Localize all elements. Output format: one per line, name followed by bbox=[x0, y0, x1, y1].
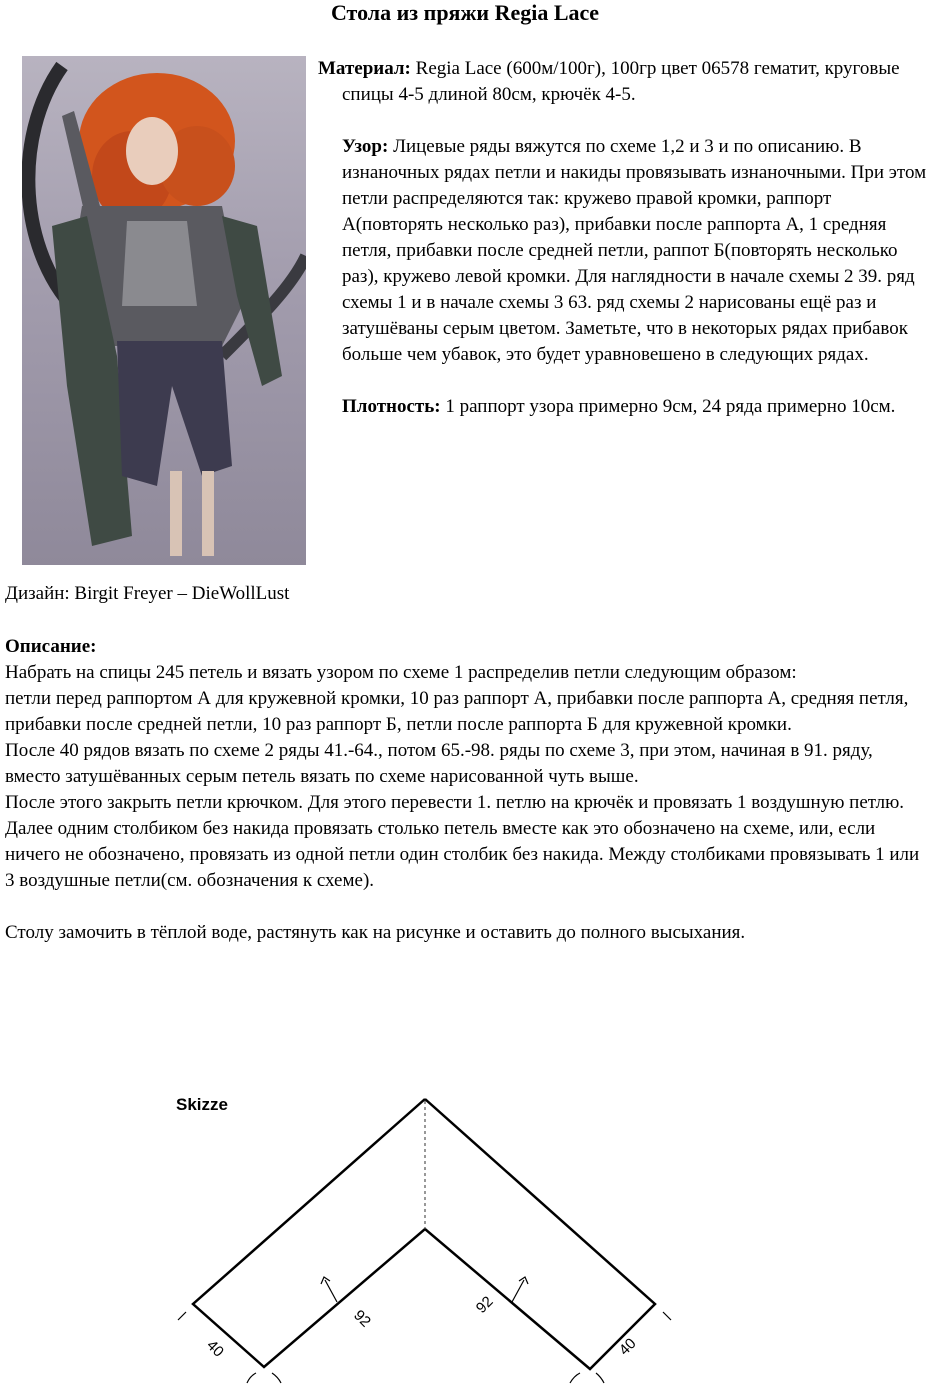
description-final: Столу замочить в тёплой воде, растянуть как на рисунке и оставить до полного высыхания. bbox=[5, 922, 746, 943]
arrow-right bbox=[512, 1280, 524, 1302]
description-paragraph: После этого закрыть петли крючком. Для этого перевести 1. петлю на крючёк и провязать 1 воздушную петлю. Далее одним столбиком без накида провязать столько петель вместе как это обозначено на схеме, или, если ничего не обозначено, провязать из одной петли один столбик без накида. Между столбиками провязывать 1 или 3 воздушные петли(см. обозначения к схеме). bbox=[5, 792, 920, 891]
dimension-side-left: 40 bbox=[203, 1336, 227, 1361]
material-paragraph bbox=[318, 56, 930, 108]
sketch-label: Skizze bbox=[176, 1095, 228, 1114]
pattern-paragraph bbox=[342, 134, 930, 368]
shawl-outline bbox=[193, 1099, 655, 1369]
info-block bbox=[318, 56, 930, 420]
shawl-sketch bbox=[0, 1080, 946, 1385]
density-label: Плотность: bbox=[342, 396, 441, 417]
description-paragraph: После 40 рядов вязать по схеме 2 ряды 41.-64., потом 65.-98. ряды по схеме 3, при этом, начиная в 91. ряду, вместо затушёванных серым петель вязать по схеме нарисованной чуть выше. bbox=[5, 740, 873, 787]
arrow-left bbox=[325, 1280, 337, 1302]
pattern-text: Лицевые ряды вяжутся по схеме 1,2 и 3 и по описанию. В изнаночных рядах петли и накиды провязывать изнаночными. При этом петли распределяются так: кружево правой кромки, раппорт А(повторять несколько раз), прибавки после раппорта А, 1 средняя петля, прибавки после средней петли, раппот Б(повторять несколько раз), кружево левой кромки. Для наглядности в начале схемы 2 39. ряд схемы 1 и в начале схемы 3 63. ряд схемы 2 нарисованы ещё раз и затушёваны серым цветом. Заметьте, что в некоторых рядах прибавок больше чем убавок, это будет уравновешено в следующих рядах. bbox=[342, 136, 927, 365]
description-paragraph: Набрать на спицы 245 петель и вязать узором по схеме 1 распределив петли следующим образом: bbox=[5, 662, 797, 683]
shawl-sketch-svg bbox=[0, 1080, 946, 1385]
model-photo bbox=[22, 56, 306, 565]
pattern-label: Узор: bbox=[342, 136, 389, 157]
dimension-inner-left: 92 bbox=[350, 1306, 374, 1331]
description-paragraph: петли перед раппортом А для кружевной кромки, 10 раз раппорт А, прибавки после раппорта А, средняя петля, прибавки после средней петли, 10 раз раппорт Б, петли после раппорта Б для кружевной кромки. bbox=[5, 688, 909, 735]
model-photo-illustration bbox=[22, 56, 306, 565]
density-text: 1 раппорт узора примерно 9см, 24 ряда примерно 10см. bbox=[440, 396, 896, 417]
design-credit: Дизайн: Birgit Freyer – DieWollLust bbox=[5, 583, 290, 604]
description-label: Описание: bbox=[5, 636, 97, 657]
density-paragraph bbox=[342, 394, 930, 420]
description-block bbox=[5, 634, 930, 946]
page-title: Стола из пряжи Regia Lace bbox=[330, 0, 600, 25]
material-text: Regia Lace (600м/100г), 100гр цвет 06578 гематит, круговые спицы 4-5 длиной 80см, крючёк 4-5. bbox=[342, 58, 900, 105]
dimension-side-right: 40 bbox=[615, 1335, 640, 1359]
material-label: Материал: bbox=[318, 58, 411, 79]
dimension-inner-right: 92 bbox=[472, 1293, 497, 1317]
